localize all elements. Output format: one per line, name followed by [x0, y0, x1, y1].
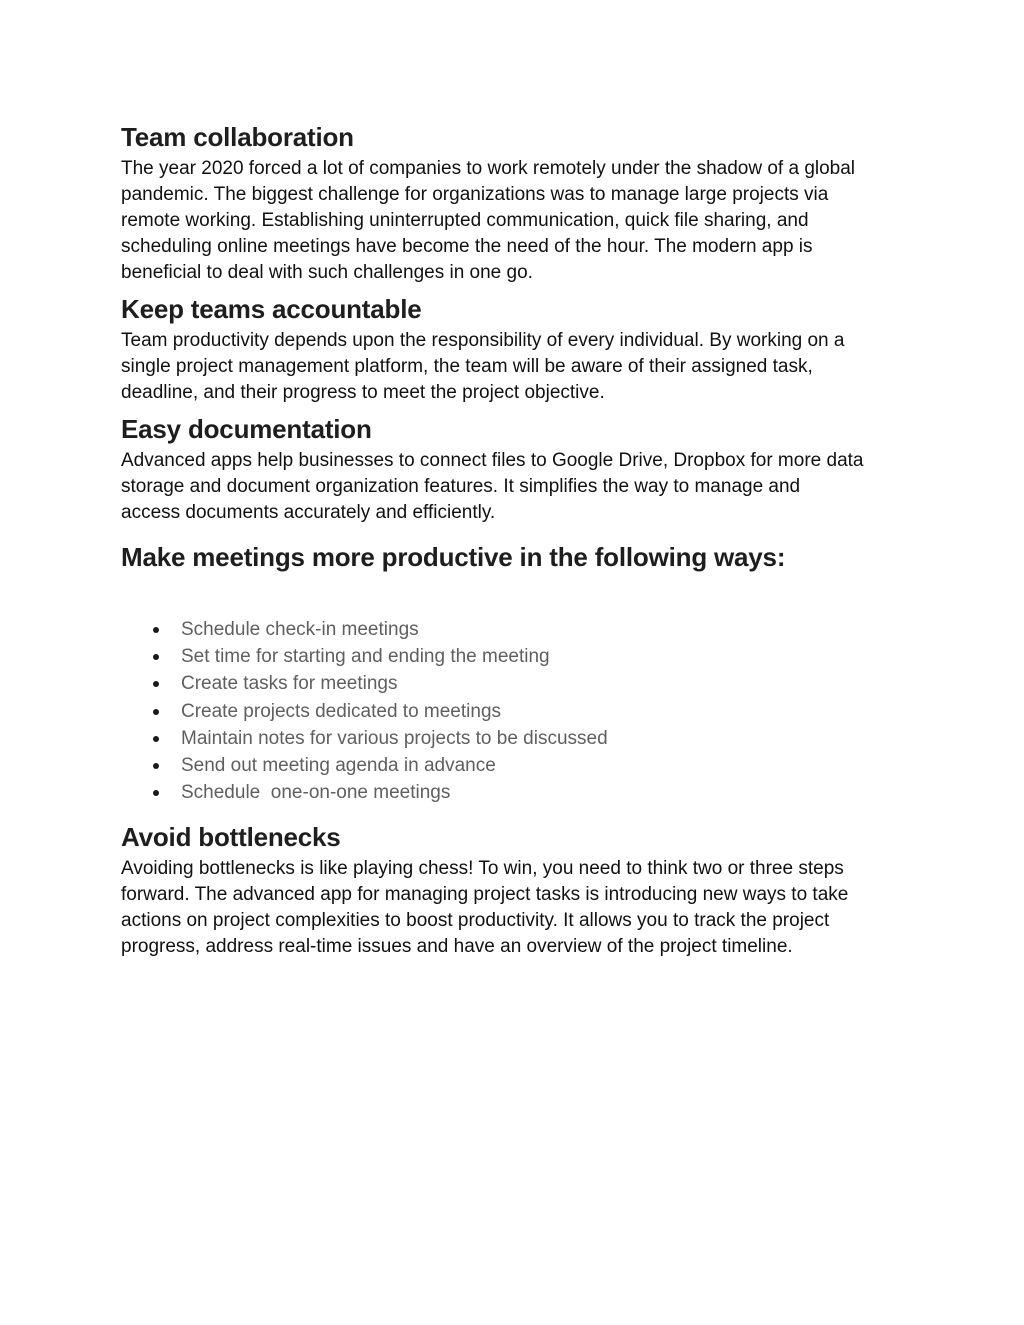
- bullet-icon: [153, 654, 159, 660]
- paragraph-team-collaboration: The year 2020 forced a lot of companies to work remotely under the shadow of a global pandemic. The biggest challenge for organizations was to manage large projects via remote working. Establishing uninterrupted communication, quick file sharing, and scheduling online meetings have become the need of the hour. The modern app is beneficial to deal with such challenges in one go.: [121, 158, 856, 283]
- list-item-text: Schedule check-in meetings: [181, 619, 419, 640]
- paragraph-keep-teams-accountable: Team productivity depends upon the responsibility of every individual. By working on a single project management platform, the team will be aware of their assigned task, deadline, and their progress to meet the project objective.: [121, 330, 845, 403]
- list-item: [121, 643, 921, 670]
- heading-keep-teams-accountable: Keep teams accountable: [121, 294, 422, 324]
- paragraph-easy-documentation: Advanced apps help businesses to connect files to Google Drive, Dropbox for more data storage and document organization features. It simplifies the way to manage and access documents accurately and efficiently.: [121, 450, 864, 523]
- meetings-bullet-list: [121, 616, 921, 806]
- bullet-icon: [153, 709, 159, 715]
- heading-team-collaboration: Team collaboration: [121, 122, 354, 152]
- list-item-text: Create projects dedicated to meetings: [181, 700, 502, 722]
- bullet-icon: [153, 790, 159, 796]
- list-item: [121, 616, 921, 643]
- list-item: [121, 670, 921, 697]
- heading-meetings: Make meetings more productive in the following ways:: [121, 542, 786, 572]
- bullet-icon: [153, 627, 159, 633]
- list-item-text: Maintain notes for various projects to be discussed: [181, 727, 608, 749]
- paragraph-avoid-bottlenecks: Avoiding bottlenecks is like playing chess! To win, you need to think two or three steps forward. The advanced app for managing project tasks is introducing new ways to take actions on project complexities to boost productivity. It allows you to track the project progress, address real-time issues and have an overview of the project timeline.: [121, 858, 849, 958]
- heading-avoid-bottlenecks: Avoid bottlenecks: [121, 822, 341, 853]
- list-item: [121, 698, 921, 725]
- document-page: [121, 118, 921, 960]
- list-item-text: Set time for starting and ending the meeting: [181, 646, 550, 668]
- section-team-collaboration: [121, 118, 921, 286]
- section-easy-documentation: [121, 410, 921, 526]
- list-item-text: Schedule one-on-one meetings: [181, 782, 451, 804]
- list-item: [121, 725, 921, 752]
- list-item-text: Send out meeting agenda in advance: [181, 755, 496, 777]
- section-avoid-bottlenecks: [121, 818, 921, 960]
- section-meetings: [121, 538, 921, 806]
- list-item-text: Create tasks for meetings: [181, 673, 398, 695]
- list-item: [121, 779, 921, 806]
- bullet-icon: [153, 736, 159, 742]
- bullet-icon: [153, 681, 159, 687]
- bullet-icon: [153, 763, 159, 769]
- list-item: [121, 752, 921, 779]
- heading-easy-documentation: Easy documentation: [121, 414, 372, 444]
- section-keep-teams-accountable: [121, 290, 921, 406]
